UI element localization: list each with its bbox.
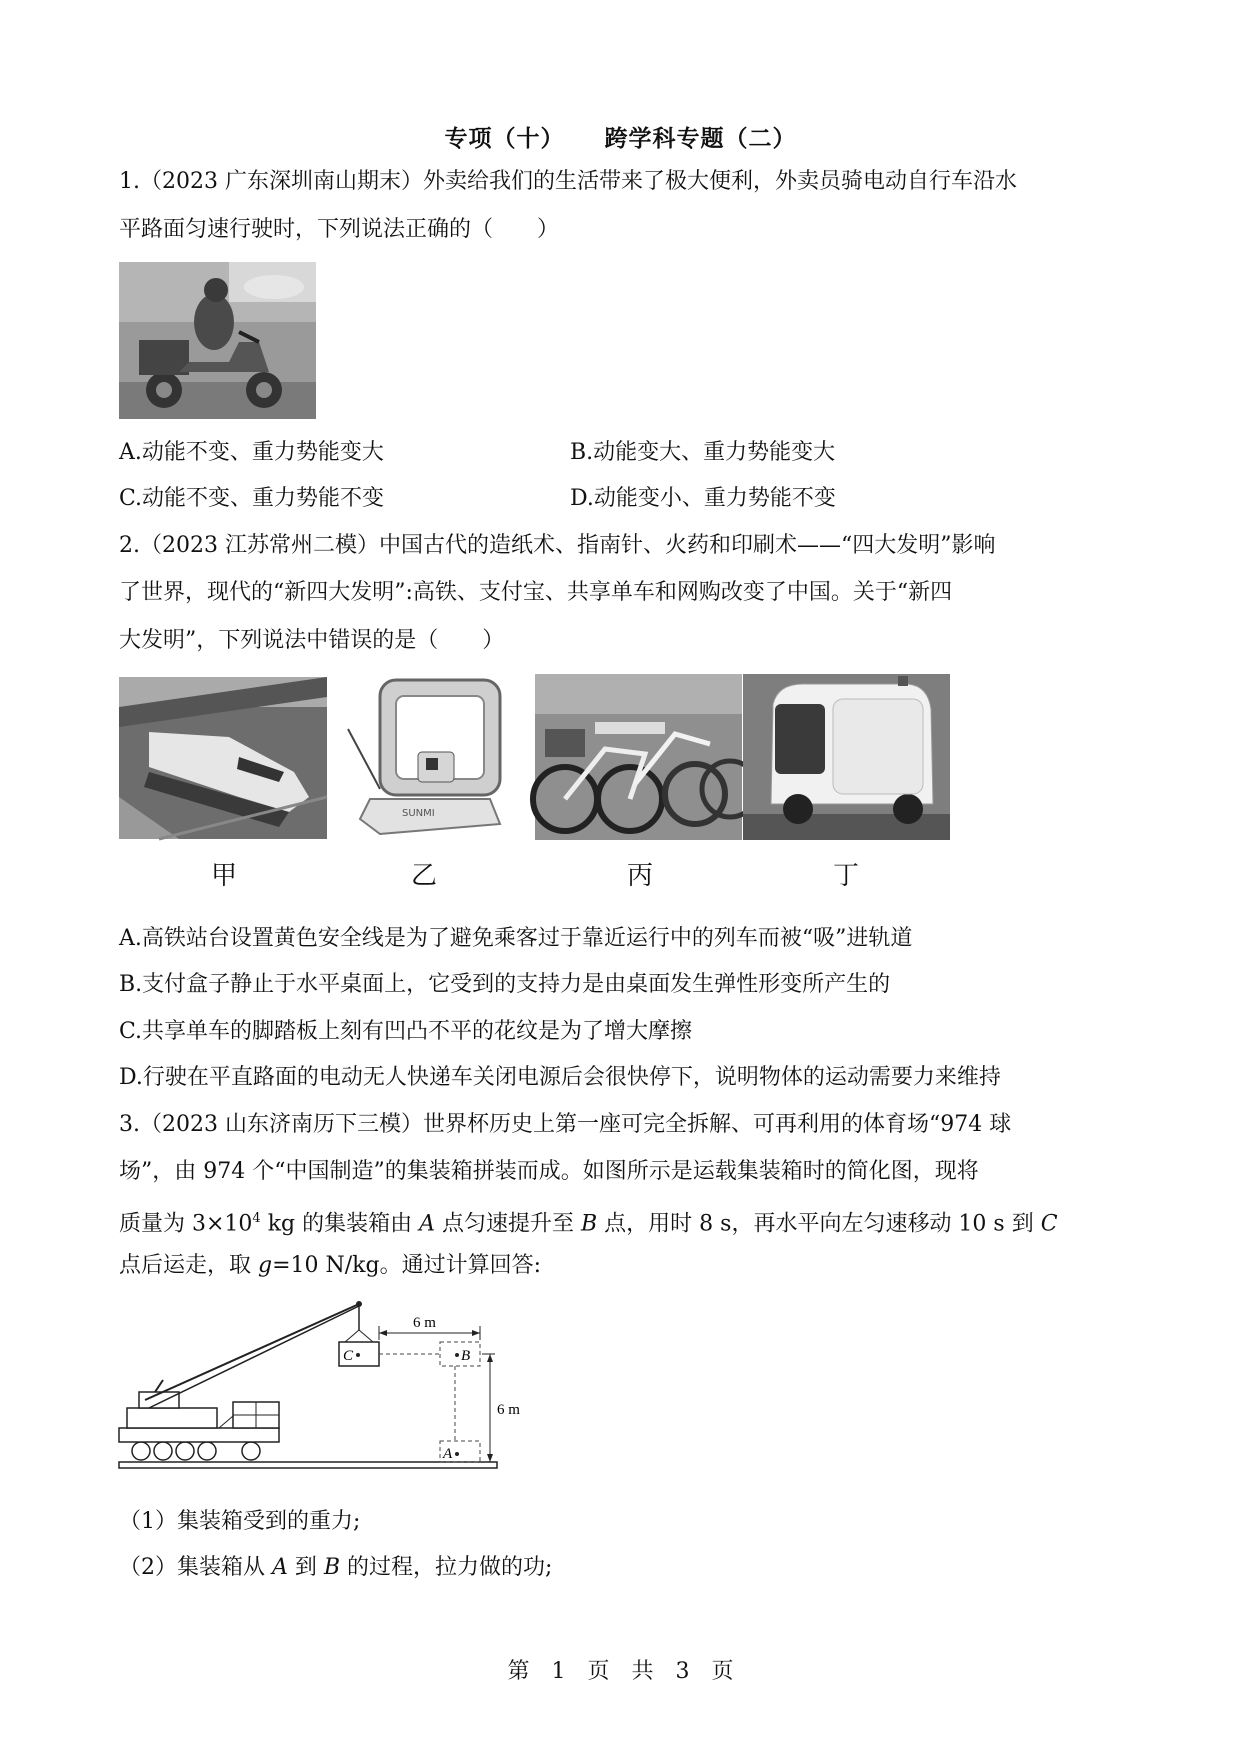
q3-exponent: 4 [252,1211,261,1226]
q2-option-b: B.支付盒子静止于水平桌面上，它受到的支持力是由桌面发生弹性形变所产生的 [119,972,891,997]
q3-sub1: （1）集装箱受到的重力; [119,1509,361,1534]
high-speed-train-photo [119,677,327,839]
delivery-robot-photo [743,674,950,840]
q2-line3: 大发明”，下列说法中错误的是（ ） [119,628,505,653]
q1-line2: 平路面匀速行驶时，下列说法正确的（ ） [119,217,560,242]
q1-option-c: C.动能不变、重力势能不变 [119,486,385,511]
shared-bikes-photo [535,674,742,840]
q3-line4-b: =10 N/kg。通过计算回答: [272,1253,542,1278]
q3-sub2-point-b: B [323,1555,341,1580]
dim-vertical: 6 m [497,1402,520,1418]
delivery-rider-photo [119,262,316,419]
q3-sub2-b: 到 [287,1555,324,1580]
caption-bing: 丙 [626,861,653,891]
box-brand-text: SUNMI [402,808,435,819]
q3-line3-c: 点匀速提升至 [435,1211,581,1237]
label-a: A [443,1446,453,1462]
q3-line3-b: kg 的集装箱由 [260,1211,420,1237]
q3-line4-a: 点后运走，取 [119,1253,258,1278]
q1-option-d: D.动能变小、重力势能不变 [570,486,836,511]
label-b: B [461,1348,471,1364]
q2-line1: 2.（2023 江苏常州二模）中国古代的造纸术、指南针、火药和印刷术——“四大发明”影响 [119,533,996,558]
q3-point-b: B [581,1211,598,1237]
crane-diagram [115,1296,520,1476]
caption-jia: 甲 [210,861,237,891]
q2-line2: 了世界，现代的“新四大发明”:高铁、支付宝、共享单车和网购改变了中国。关于“新四 [119,580,953,605]
q3-sub2-point-a: A [272,1555,288,1580]
q3-sub2-c: 的过程，拉力做的功; [340,1555,553,1580]
title-part2: 跨学科专题（二） [604,125,797,152]
q3-point-c: C [1040,1211,1058,1237]
q3-line3-d: 点，用时 8 s，再水平向左匀速移动 10 s 到 [597,1211,1041,1237]
q3-sub2-a: （2）集装箱从 [119,1555,272,1580]
label-c: C [343,1348,354,1364]
q3-line4 [119,1251,541,1281]
q3-line2: 场”，由 974 个“中国制造”的集装箱拼装而成。如图所示是运载集装箱时的简化图，现将 [119,1159,979,1184]
q3-point-a: A [419,1211,435,1237]
caption-yi: 乙 [410,861,437,891]
q1-option-a: A.动能不变、重力势能变大 [119,440,384,465]
q3-g-symbol: g [258,1253,273,1278]
title-part1: 专项（十） [444,125,565,152]
q3-line3 [119,1204,1058,1239]
q2-option-c: C.共享单车的脚踏板上刻有凹凸不平的花纹是为了增大摩擦 [119,1019,693,1044]
q3-line1: 3.（2023 山东济南历下三模）世界杯历史上第一座可完全拆解、可再利用的体育场“974 球 [119,1112,1012,1137]
page-footer: 第 1 页 共 3 页 [507,1659,734,1684]
dim-horizontal: 6 m [413,1315,436,1331]
q1-line1: 1.（2023 广东深圳南山期末）外卖给我们的生活带来了极大便利，外卖员骑电动自行车沿水 [119,169,1017,194]
payment-box-image [340,674,510,840]
q3-line3-a: 质量为 3×10 [119,1211,253,1237]
page-title [0,120,1241,153]
q2-option-d: D.行驶在平直路面的电动无人快递车关闭电源后会很快停下，说明物体的运动需要力来维持 [119,1065,1001,1090]
q1-option-b: B.动能变大、重力势能变大 [570,440,836,465]
q2-option-a: A.高铁站台设置黄色安全线是为了避免乘客过于靠近运行中的列车而被“吸”进轨道 [119,926,913,951]
q3-sub2 [119,1553,552,1583]
caption-ding: 丁 [832,861,859,891]
